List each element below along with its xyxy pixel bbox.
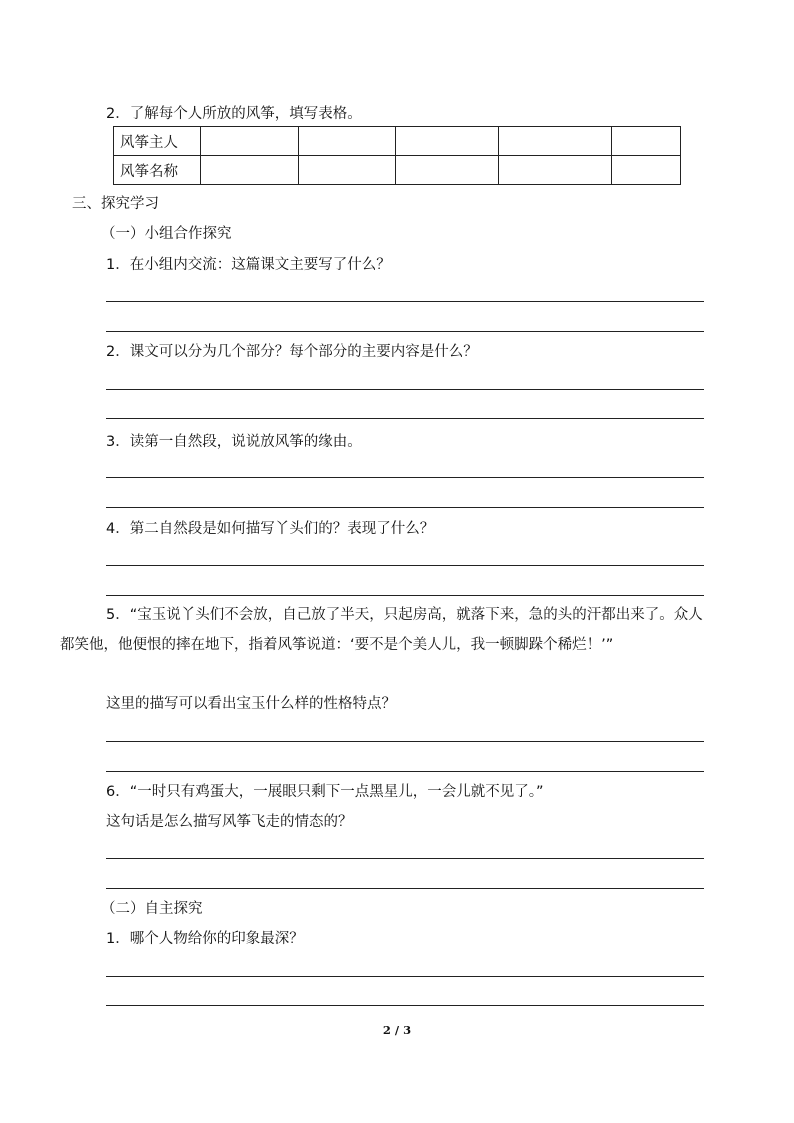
question-3: 3．读第一自然段，说说放风筝的缘由。 bbox=[106, 434, 362, 450]
answer-line[interactable] bbox=[106, 565, 704, 566]
table-cell[interactable] bbox=[612, 156, 681, 185]
question-6: 这句话是怎么描写风筝飞走的情态的？ bbox=[106, 814, 353, 830]
question-1: 1．哪个人物给你的印象最深？ bbox=[106, 931, 304, 947]
question-2-kite-table: 2．了解每个人所放的风筝，填写表格。 bbox=[106, 106, 362, 122]
answer-line[interactable] bbox=[106, 741, 704, 742]
table-cell[interactable] bbox=[499, 127, 612, 156]
table-cell[interactable] bbox=[612, 127, 681, 156]
answer-line[interactable] bbox=[106, 858, 704, 859]
section-heading: 三、探究学习 bbox=[72, 196, 159, 212]
table-cell[interactable] bbox=[201, 156, 299, 185]
subsection-heading: （二）自主探究 bbox=[101, 901, 203, 917]
question-5: 这里的描写可以看出宝玉什么样的性格特点？ bbox=[106, 696, 396, 712]
question-1: 1．在小组内交流：这篇课文主要写了什么？ bbox=[106, 257, 391, 273]
table-cell[interactable] bbox=[396, 127, 499, 156]
question-6-quote: 6．“一时只有鸡蛋大，一展眼只剩下一点黑星儿，一会儿就不见了。” bbox=[106, 784, 544, 800]
answer-line[interactable] bbox=[106, 595, 704, 596]
answer-line[interactable] bbox=[106, 418, 704, 419]
question-2: 2．课文可以分为几个部分？每个部分的主要内容是什么？ bbox=[106, 344, 478, 360]
answer-line[interactable] bbox=[106, 301, 704, 302]
subsection-heading: （一）小组合作探究 bbox=[101, 226, 232, 242]
table-cell[interactable] bbox=[299, 127, 396, 156]
question-4: 4．第二自然段是如何描写丫头们的？表现了什么？ bbox=[106, 521, 435, 537]
table-row-label: 风筝名称 bbox=[114, 156, 201, 185]
table-cell[interactable] bbox=[299, 156, 396, 185]
answer-line[interactable] bbox=[106, 477, 704, 478]
answer-line[interactable] bbox=[106, 1005, 704, 1006]
table-cell[interactable] bbox=[201, 127, 299, 156]
answer-line[interactable] bbox=[106, 771, 704, 772]
table-row-label: 风筝主人 bbox=[114, 127, 201, 156]
answer-line[interactable] bbox=[106, 888, 704, 889]
table-cell[interactable] bbox=[499, 156, 612, 185]
answer-line[interactable] bbox=[106, 507, 704, 508]
page-number: 2 / 3 bbox=[382, 1023, 412, 1037]
table-row bbox=[114, 127, 681, 156]
answer-line[interactable] bbox=[106, 331, 704, 332]
table-row bbox=[114, 156, 681, 185]
table-cell[interactable] bbox=[396, 156, 499, 185]
question-5-quote: 5．“宝玉说丫头们不会放，自己放了半天，只起房高，就落下来，急的头的汗都出来了。众人都笑他，他便恨的摔在地下，指着风筝说道：‘要不是个美人儿，我一顿脚跺个稀烂！’” bbox=[60, 607, 703, 653]
answer-line[interactable] bbox=[106, 976, 704, 977]
answer-line[interactable] bbox=[106, 389, 704, 390]
kite-owner-table bbox=[113, 126, 681, 185]
